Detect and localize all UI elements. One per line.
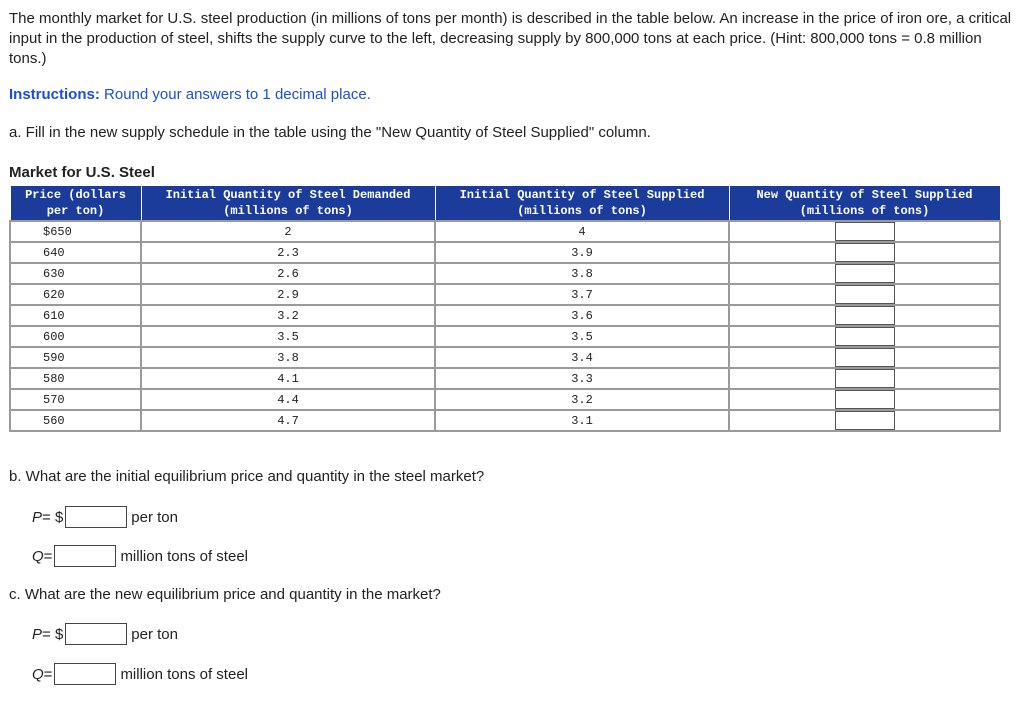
question-c: c. What are the new equilibrium price and quantity in the market? xyxy=(9,586,441,603)
question-b-q-label: Q xyxy=(32,547,44,565)
price-cell: 630 xyxy=(10,263,141,284)
new-supplied-input[interactable] xyxy=(835,327,895,346)
demanded-cell: 3.5 xyxy=(141,326,435,347)
supplied-cell: 3.6 xyxy=(435,305,729,326)
header-demanded-line2: (millions of tons) xyxy=(223,204,353,218)
price-cell: $650 xyxy=(10,221,141,242)
header-price-line1: Price (dollars xyxy=(25,188,126,202)
demanded-cell: 3.2 xyxy=(141,305,435,326)
demanded-cell: 4.1 xyxy=(141,368,435,389)
supplied-cell: 3.2 xyxy=(435,389,729,410)
table-row xyxy=(10,410,1000,431)
price-cell: 610 xyxy=(10,305,141,326)
question-c-q-unit: million tons of steel xyxy=(120,665,248,683)
question-b-quantity-input[interactable] xyxy=(54,545,116,567)
question-b-q-unit: million tons of steel xyxy=(120,547,248,565)
price-cell: 640 xyxy=(10,242,141,263)
demanded-cell: 4.4 xyxy=(141,389,435,410)
new-supplied-input[interactable] xyxy=(835,348,895,367)
table-row xyxy=(10,242,1000,263)
supplied-cell: 3.3 xyxy=(435,368,729,389)
price-cell: 600 xyxy=(10,326,141,347)
supplied-cell: 3.5 xyxy=(435,326,729,347)
new-supplied-cell xyxy=(729,305,1000,326)
table-row xyxy=(10,368,1000,389)
header-new-supplied xyxy=(729,186,1000,222)
new-supplied-input[interactable] xyxy=(835,222,895,241)
question-c-price-row xyxy=(32,623,178,645)
question-b-quantity-row xyxy=(32,545,248,567)
new-supplied-cell xyxy=(729,242,1000,263)
new-supplied-cell xyxy=(729,263,1000,284)
supplied-cell: 4 xyxy=(435,221,729,242)
price-cell: 620 xyxy=(10,284,141,305)
new-supplied-input[interactable] xyxy=(835,411,895,430)
question-b: b. What are the initial equilibrium price and quantity in the steel market? xyxy=(9,468,485,485)
new-supplied-input[interactable] xyxy=(835,243,895,262)
question-b-p-eq: = $ xyxy=(42,508,64,526)
new-supplied-cell xyxy=(729,368,1000,389)
header-new-supplied-line2: (millions of tons) xyxy=(799,204,930,218)
new-supplied-input[interactable] xyxy=(835,390,895,409)
new-supplied-input[interactable] xyxy=(835,264,895,283)
demanded-cell: 2 xyxy=(141,221,435,242)
question-b-price-input[interactable] xyxy=(65,506,127,528)
supplied-cell: 3.4 xyxy=(435,347,729,368)
supplied-cell: 3.8 xyxy=(435,263,729,284)
instructions-text: Round your answers to 1 decimal place. xyxy=(104,86,371,103)
table-row xyxy=(10,263,1000,284)
new-supplied-cell xyxy=(729,389,1000,410)
question-c-quantity-row xyxy=(32,663,248,685)
header-new-supplied-line1: New Quantity of Steel Supplied xyxy=(756,188,973,202)
demanded-cell: 4.7 xyxy=(141,410,435,431)
new-supplied-input[interactable] xyxy=(835,306,895,325)
header-demanded-line1: Initial Quantity of Steel Demanded xyxy=(165,188,411,202)
table-header-row xyxy=(10,186,1000,222)
new-supplied-cell xyxy=(729,410,1000,431)
question-b-p-unit: per ton xyxy=(131,508,178,526)
table-row xyxy=(10,389,1000,410)
question-c-p-unit: per ton xyxy=(131,625,178,643)
price-cell: 580 xyxy=(10,368,141,389)
question-c-price-input[interactable] xyxy=(65,623,127,645)
question-c-p-label: P xyxy=(32,625,43,643)
price-cell: 570 xyxy=(10,389,141,410)
table-caption: Market for U.S. Steel xyxy=(9,164,155,181)
demanded-cell: 3.8 xyxy=(141,347,435,368)
table-row xyxy=(10,221,1000,242)
new-supplied-cell xyxy=(729,326,1000,347)
new-supplied-cell xyxy=(729,347,1000,368)
instructions xyxy=(9,86,371,103)
question-b-p-label: P xyxy=(32,508,43,526)
question-c-q-label: Q xyxy=(32,665,44,683)
question-c-p-eq: = $ xyxy=(42,625,64,643)
supplied-cell: 3.9 xyxy=(435,242,729,263)
table-row xyxy=(10,326,1000,347)
supplied-cell: 3.7 xyxy=(435,284,729,305)
demanded-cell: 2.6 xyxy=(141,263,435,284)
header-demanded xyxy=(141,186,435,222)
header-supplied-line2: (millions of tons) xyxy=(517,204,647,218)
header-supplied-line1: Initial Quantity of Steel Supplied xyxy=(459,188,705,202)
header-price-line2: per ton) xyxy=(46,204,105,218)
demanded-cell: 2.3 xyxy=(141,242,435,263)
demanded-cell: 2.9 xyxy=(141,284,435,305)
market-table xyxy=(9,185,1001,432)
instructions-label: Instructions: xyxy=(9,86,100,103)
table-row xyxy=(10,305,1000,326)
new-supplied-input[interactable] xyxy=(835,285,895,304)
question-a: a. Fill in the new supply schedule in the table using the "New Quantity of Steel Supplied" column. xyxy=(9,124,651,141)
price-cell: 560 xyxy=(10,410,141,431)
price-cell: 590 xyxy=(10,347,141,368)
table-row xyxy=(10,284,1000,305)
question-c-quantity-input[interactable] xyxy=(54,663,116,685)
question-c-q-eq: = xyxy=(43,665,53,683)
new-supplied-cell xyxy=(729,221,1000,242)
supplied-cell: 3.1 xyxy=(435,410,729,431)
header-price xyxy=(10,186,141,222)
header-supplied xyxy=(435,186,729,222)
problem-intro: The monthly market for U.S. steel production (in millions of tons per month) is described in the table below. An increase in the price of iron ore, a critical input in the production of steel, shifts the supply curve to the left, decreasing supply by 800,000 tons at each price. (Hint: 800,000 tons = 0.8 million tons.) xyxy=(9,10,1012,67)
question-b-q-eq: = xyxy=(43,547,53,565)
table-row xyxy=(10,347,1000,368)
new-supplied-cell xyxy=(729,284,1000,305)
new-supplied-input[interactable] xyxy=(835,369,895,388)
question-b-price-row xyxy=(32,506,178,528)
